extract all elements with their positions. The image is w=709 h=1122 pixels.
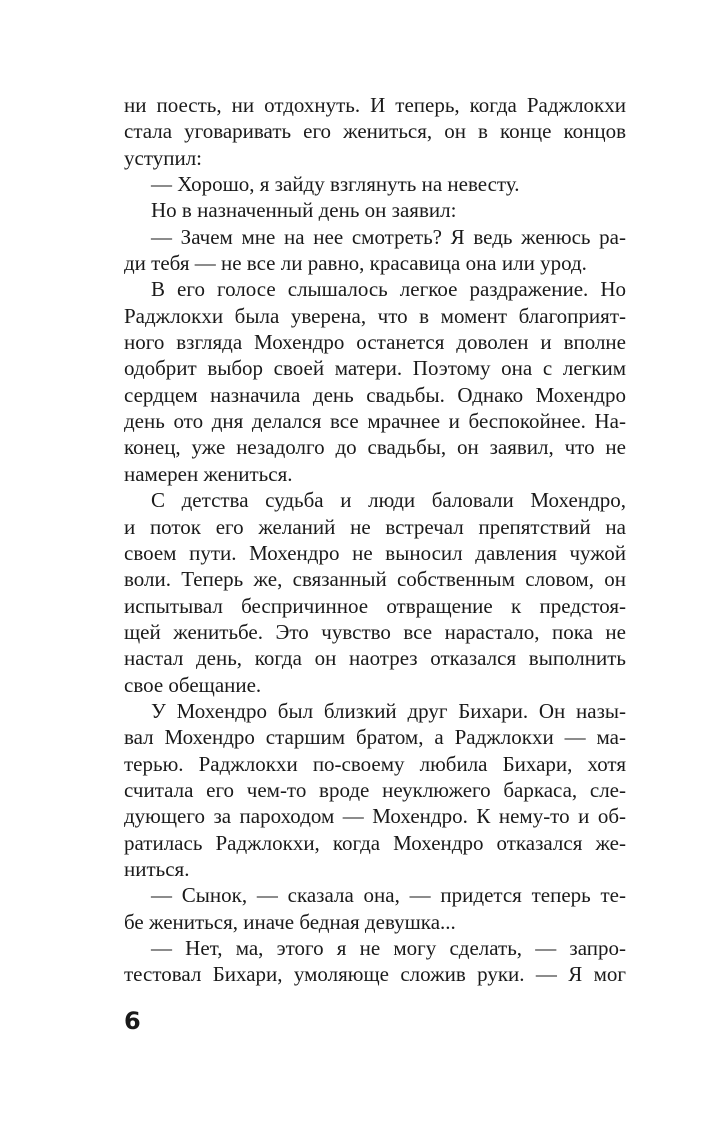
text-line-25: вал Мохендро старшим братом, а Раджлокхи — ма- bbox=[124, 725, 626, 750]
text-line-33: — Нет, ма, этого я не могу сделать, — запро- bbox=[151, 936, 626, 960]
text-line-32: бе жениться, иначе бедная девушка... bbox=[124, 909, 456, 934]
text-line-24: У Мохендро был близкий друг Бихари. Он назы- bbox=[151, 698, 626, 723]
text-line-16: С детства судьба и люди баловали Мохендро, bbox=[151, 488, 626, 513]
text-line-34: тестовал Бихари, умоляюще сложив руки. — Я мог bbox=[124, 962, 626, 987]
text-line-19: воли. Теперь же, связанный собственным словом, он bbox=[124, 567, 626, 592]
text-line-31: — Сынок, — сказала она, — придется теперь те- bbox=[151, 883, 626, 908]
text-line-13: день ото дня делался все мрачнее и беспокойнее. На- bbox=[124, 409, 626, 434]
text-line-20: испытывал беспричинное отвращение к предстоя- bbox=[124, 593, 626, 618]
text-line-2: стала уговаривать его жениться, он в конце концов bbox=[124, 119, 626, 144]
text-line-26: терью. Раджлокхи по-своему любила Бихари, хотя bbox=[124, 751, 626, 776]
text-line-12: сердцем назначила день свадьбы. Однако Мохендро bbox=[124, 382, 626, 407]
text-line-1: ни поесть, ни отдохнуть. И теперь, когда Раджлокхи bbox=[124, 93, 626, 117]
page-number: 6 bbox=[124, 1007, 141, 1035]
text-line-9: Раджлокхи была уверена, что в момент благоприят- bbox=[124, 303, 626, 328]
text-line-23: свое обещание. bbox=[124, 672, 262, 697]
text-line-27: считала его чем-то вроде неуклюжего баркаса, сле- bbox=[124, 777, 626, 802]
text-line-5: Но в назначенный день он заявил: bbox=[151, 198, 457, 223]
text-line-30: ниться. bbox=[124, 856, 190, 881]
body-text bbox=[124, 92, 626, 988]
text-line-3: уступил: bbox=[124, 145, 203, 170]
text-line-15: намерен жениться. bbox=[124, 461, 293, 486]
text-line-29: ратилась Раджлокхи, когда Мохендро отказался же- bbox=[124, 830, 626, 855]
text-line-18: своем пути. Мохендро не выносил давления чужой bbox=[124, 540, 626, 565]
text-line-8: В его голосе слышалось легкое раздражение. Но bbox=[151, 277, 626, 302]
text-line-28: дующего за пароходом — Мохендро. К нему-то и об- bbox=[124, 804, 626, 829]
text-line-22: настал день, когда он наотрез отказался выполнить bbox=[124, 646, 626, 671]
text-line-11: одобрит выбор своей матери. Поэтому она с легким bbox=[124, 356, 626, 381]
text-line-7: ди тебя — не все ли равно, красавица она или урод. bbox=[124, 251, 587, 276]
text-line-17: и поток его желаний не встречал препятствий на bbox=[124, 514, 626, 539]
text-line-6: — Зачем мне на нее смотреть? Я ведь женюсь ра- bbox=[151, 224, 626, 249]
text-line-21: щей женитьбе. Это чувство все нарастало, пока не bbox=[124, 619, 626, 644]
text-line-4: — Хорошо, я зайду взглянуть на невесту. bbox=[151, 172, 520, 197]
text-line-14: конец, уже незадолго до свадьбы, он заявил, что не bbox=[124, 435, 626, 460]
text-line-10: ного взгляда Мохендро останется доволен и вполне bbox=[124, 330, 626, 355]
